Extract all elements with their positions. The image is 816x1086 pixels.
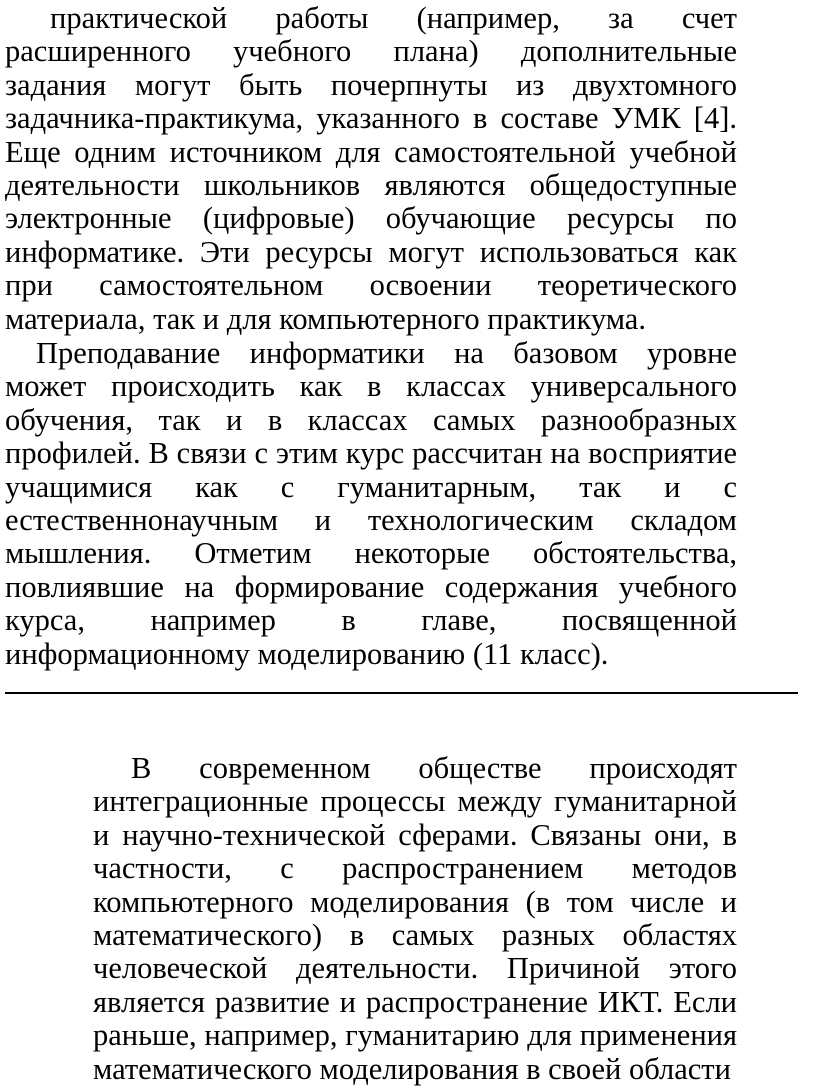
body-paragraph-1: практической работы (например, за счет расширенного учебного плана) дополнительные задания могут быть почерпнуты из двухтомного задачника-практикума, указанного в составе УМК [4]. Еще одним источником для самостоятельной учебной деятельности школьников являются общедоступные электронные (цифровые) обучающие ресурсы по информатике. Эти ресурсы могут использоваться как при самостоятельном освоении теоретического материала, так и для компьютерного практикума. — [5, 1, 737, 336]
body-paragraph-2: Преподавание информатики на базовом уровне может происходить как в классах универсального обучения, так и в классах самых разнообразных профилей. В связи с этим курс рассчитан на восприятие учащимися как с гуманитарным, так и с естественнонаучным и технологическим складом мышления. Отметим некоторые обстоятельства, повлиявшие на формирование содержания учебного курса, например в главе, посвященной информационному моделированию (11 класс). — [5, 336, 737, 671]
body-paragraph-3: В современном обществе происходят интеграционные процессы между гуманитарной и научно-технической сферами. Связаны они, в частности, с распространением методов компьютерного моделирования (в том числе и математического) в самых разных областях человеческой деятельности. Причиной этого является развитие и распространение ИКТ. Если раньше, например, гуманитарию для применения математического моделирования в своей области — [93, 751, 737, 1086]
section-divider — [5, 692, 798, 694]
